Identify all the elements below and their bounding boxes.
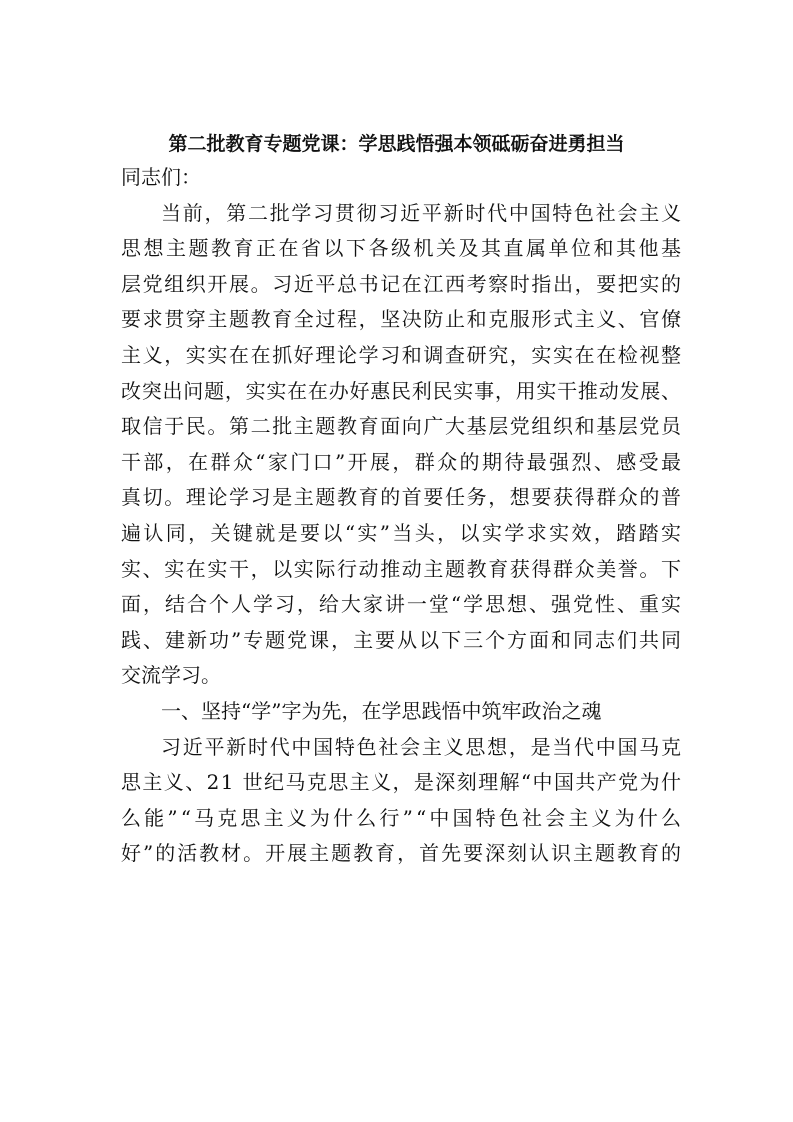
body-line-text: 改突出问题，实实在在办好惠民利民实事，用实干推动发展、: [121, 378, 682, 403]
body-line-text: 真切。理论学习是主题教育的首要任务，想要获得群众的普: [121, 485, 683, 510]
document-title: 第二批教育专题党课：学思践悟强本领砥砺奋进勇担当: [168, 133, 625, 155]
body-line: [121, 374, 681, 410]
body-line-text: 交流学习。: [121, 663, 221, 688]
body-line: [121, 765, 681, 801]
body-line-text: 么能”“马克思主义为什么行”“中国特色社会主义为什么: [121, 805, 685, 830]
body-line-text: 好”的活教材。开展主题教育，首先要深刻认识主题教育的: [121, 841, 683, 866]
body-line: [121, 231, 684, 267]
body-line-text: 当前，第二批学习贯彻习近平新时代中国特色社会主义: [161, 200, 683, 225]
body-line-text: 干部，在群众“家门口”开展，群众的期待最强烈、感受最: [121, 449, 684, 474]
body-line: [121, 836, 681, 872]
body-line: [121, 196, 681, 232]
body-line: [121, 445, 684, 481]
body-line: [121, 338, 681, 374]
body-line-text: 同志们：: [121, 165, 201, 189]
body-line-text: 实、实在实干，以实际行动推动主题教育获得群众美誉。下: [121, 556, 683, 581]
body-line-text: 思主义、21 世纪马克思主义，是深刻理解“中国共产党为什: [121, 770, 683, 795]
body-line-text: 层党组织开展。习近平总书记在江西考察时指出，要把实的: [121, 271, 683, 296]
body-line: [121, 658, 681, 694]
body-line: [121, 801, 685, 837]
body-line: [121, 267, 681, 303]
body-line-text: 取信于民。第二批主题教育面向广大基层党组织和基层党员: [121, 414, 683, 439]
body-line-text: 思想主题教育正在省以下各级机关及其直属单位和其他基: [121, 236, 684, 261]
body-line: [121, 516, 684, 552]
body-line: [121, 587, 681, 623]
body-line-text: 主义，实实在在抓好理论学习和调查研究，实实在在检视整: [121, 342, 683, 367]
body-line-text: 面，结合个人学习，给大家讲一堂“学思想、强党性、重实: [121, 592, 683, 617]
body-line: [121, 623, 681, 659]
body-line: [121, 160, 681, 196]
body-line-text: 要求贯穿主题教育全过程，坚决防止和克服形式主义、官僚: [121, 307, 683, 332]
body-line: [121, 409, 681, 445]
document-body: [121, 160, 685, 872]
body-line-text: 践、建新功”专题党课，主要从以下三个方面和同志们共同: [121, 627, 683, 652]
body-line-text: 遍认同，关键就是要以“实”当头，以实学求实效，踏踏实: [121, 520, 684, 545]
body-line: [121, 552, 681, 588]
body-line: [121, 694, 681, 730]
body-line: [121, 480, 681, 516]
body-line: [121, 730, 681, 766]
body-line-text: 习近平新时代中国特色社会主义思想，是当代中国马克: [161, 734, 683, 759]
body-line: [121, 302, 681, 338]
body-line-text: 一、坚持“学”字为先，在学思践悟中筑牢政治之魂: [161, 698, 602, 723]
